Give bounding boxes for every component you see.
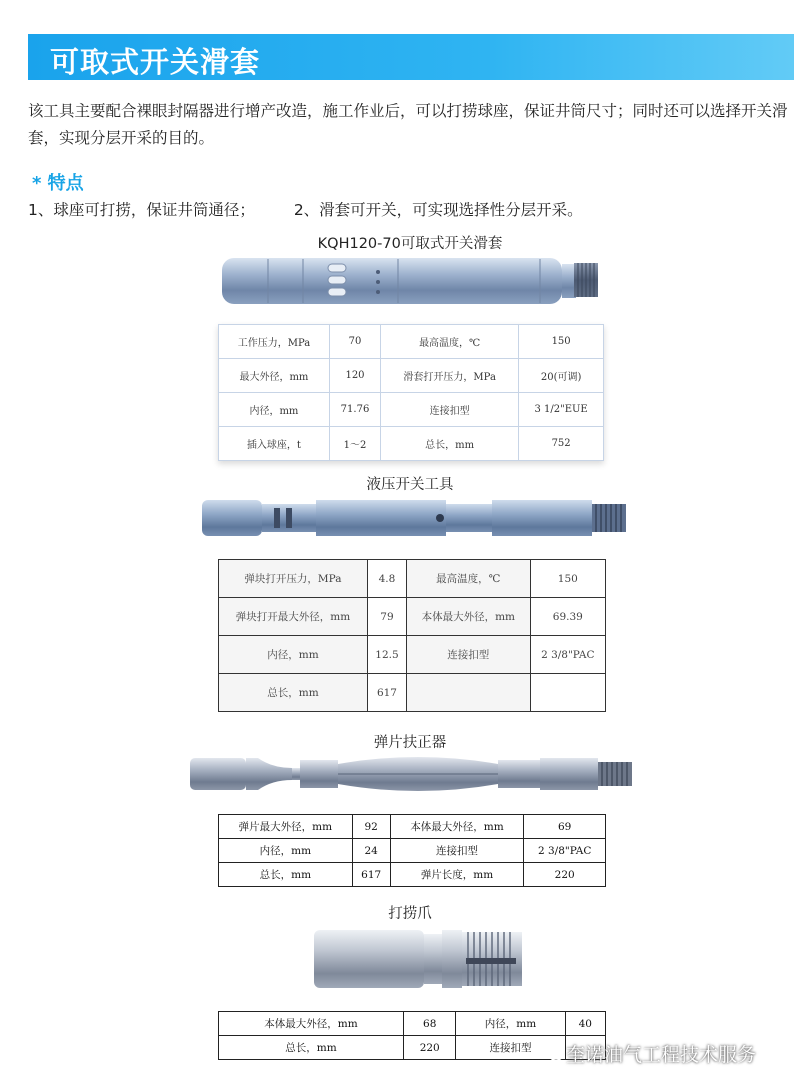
tool2-spec-table <box>218 559 606 712</box>
spec-label: 连接扣型 <box>381 393 519 427</box>
feature-item-2: 2、滑套可开关，可实现选择性分层开采。 <box>293 201 583 219</box>
spec-label: 弹片最大外径，mm <box>219 815 353 839</box>
tool4-caption: 打捞爪 <box>388 906 432 922</box>
spec-value: 92 <box>352 815 390 839</box>
spec-value: 2 3/8"PAC <box>524 839 606 863</box>
tool1-spec-table <box>218 324 604 461</box>
table-row <box>219 393 604 427</box>
spec-value: 3 1/2"EUE <box>519 393 604 427</box>
spec-value: 617 <box>367 674 406 712</box>
spec-value: 40 <box>565 1012 605 1036</box>
fishing-claw-image <box>312 924 526 994</box>
spec-label: 内径，mm <box>219 636 368 674</box>
hydraulic-shifting-tool-image <box>200 494 630 542</box>
spec-value: 69.39 <box>530 598 605 636</box>
spec-label: 连接扣型 <box>456 1036 565 1060</box>
tool3-spec-table <box>218 814 606 887</box>
page-title: 可取式开关滑套 <box>50 45 261 79</box>
tool2-caption: 液压开关工具 <box>366 477 454 493</box>
spec-label: 本体最大外径，mm <box>390 815 524 839</box>
spec-value: 220 <box>524 863 606 887</box>
features-heading: * 特点 <box>32 173 84 194</box>
spec-label: 总长，mm <box>219 674 368 712</box>
tool3-caption: 弹片扶正器 <box>373 735 447 751</box>
spec-value: 617 <box>352 863 390 887</box>
sliding-sleeve-image <box>218 250 603 310</box>
spec-label: 内径，mm <box>219 839 353 863</box>
spec-label: 滑套打开压力，MPa <box>381 359 519 393</box>
spec-value: 70 <box>329 325 380 359</box>
spec-label <box>407 674 531 712</box>
table-row <box>219 674 606 712</box>
table-row <box>219 636 606 674</box>
features-list <box>28 198 583 220</box>
spec-label: 总长，mm <box>219 863 353 887</box>
spec-value: 12.5 <box>367 636 406 674</box>
table-row <box>219 1012 606 1036</box>
spec-value: 68 <box>403 1012 455 1036</box>
spec-label: 弹片长度，mm <box>390 863 524 887</box>
spec-label: 内径，mm <box>456 1012 565 1036</box>
wechat-icon <box>540 1043 564 1063</box>
table-row <box>219 598 606 636</box>
spec-value: 71.76 <box>329 393 380 427</box>
bow-spring-centralizer-image <box>188 752 636 796</box>
spec-value: 4.8 <box>367 560 406 598</box>
spec-label: 总长，mm <box>381 427 519 461</box>
spec-value: 2 3/8"PAC <box>530 636 605 674</box>
spec-label: 本体最大外径，mm <box>219 1012 404 1036</box>
spec-value: 752 <box>519 427 604 461</box>
feature-item-1: 1、球座可打捞，保证井筒通径； <box>28 201 255 219</box>
spec-value: 1～2 <box>329 427 380 461</box>
spec-label: 内径，mm <box>219 393 330 427</box>
spec-value: 79 <box>367 598 406 636</box>
table-row <box>219 863 606 887</box>
intro-paragraph: 该工具主要配合裸眼封隔器进行增产改造，施工作业后，可以打捞球座，保证井筒尺寸；同时还可以选择开关滑套，实现分层开采的目的。 <box>28 102 788 147</box>
spec-label: 弹块打开压力，MPa <box>219 560 368 598</box>
spec-value: 69 <box>524 815 606 839</box>
spec-label: 总长，mm <box>219 1036 404 1060</box>
table-row <box>219 325 604 359</box>
spec-label: 弹块打开最大外径，mm <box>219 598 368 636</box>
spec-label: 本体最大外径，mm <box>407 598 531 636</box>
table-row <box>219 839 606 863</box>
spec-label: 连接扣型 <box>390 839 524 863</box>
spec-value: 150 <box>519 325 604 359</box>
table-row <box>219 359 604 393</box>
spec-value <box>530 674 605 712</box>
spec-label: 最高温度，℃ <box>381 325 519 359</box>
table-row <box>219 427 604 461</box>
spec-value: 20(可调) <box>519 359 604 393</box>
spec-value: 120 <box>329 359 380 393</box>
table-row <box>219 815 606 839</box>
spec-value: 220 <box>403 1036 455 1060</box>
spec-label: 插入球座，t <box>219 427 330 461</box>
tool1-caption: KQH120-70可取式开关滑套 <box>317 236 503 252</box>
spec-label: 最大外径，mm <box>219 359 330 393</box>
spec-label: 最高温度，℃ <box>407 560 531 598</box>
spec-value: 24 <box>352 839 390 863</box>
spec-label: 连接扣型 <box>407 636 531 674</box>
watermark-text: 奎诺油气工程技术服务 <box>566 1044 757 1066</box>
spec-value: 150 <box>530 560 605 598</box>
title-banner <box>28 34 794 80</box>
table-row <box>219 560 606 598</box>
spec-label: 工作压力，MPa <box>219 325 330 359</box>
